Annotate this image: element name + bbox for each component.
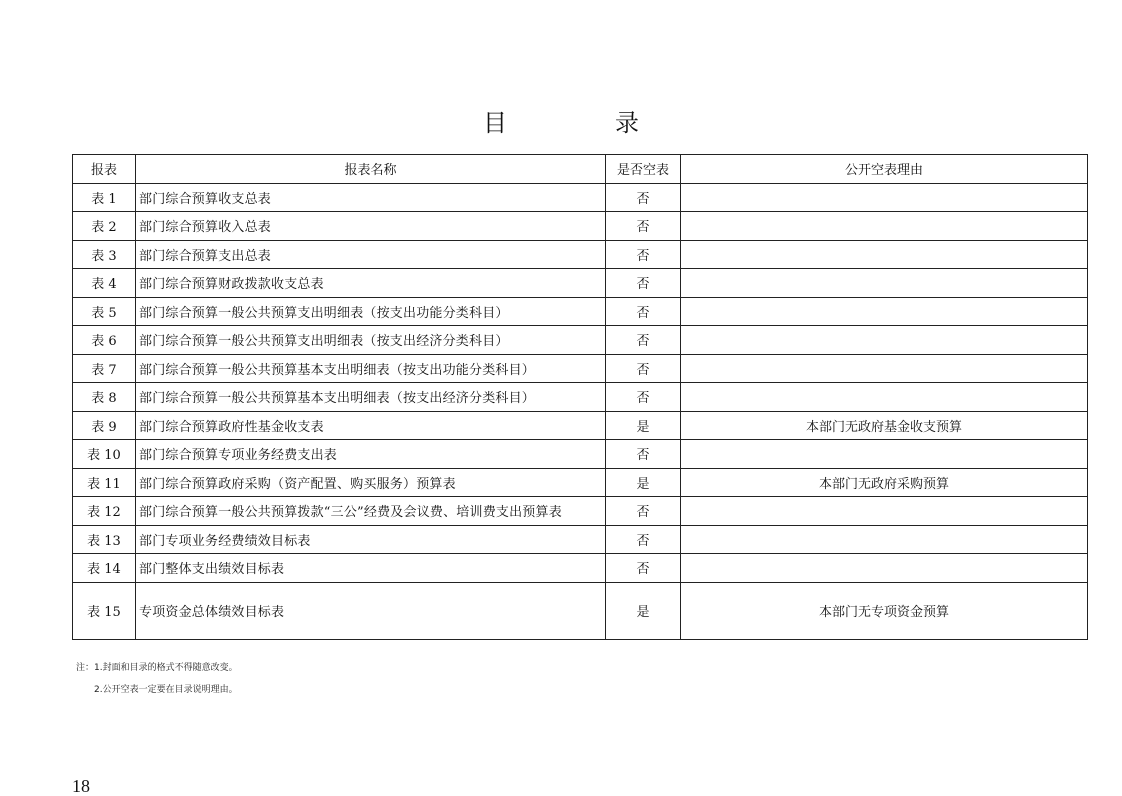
table-row (73, 525, 1088, 554)
report-no: 表 8 (73, 383, 136, 412)
is-empty-value: 否 (606, 212, 681, 241)
empty-reason (681, 269, 1088, 298)
header-is-empty: 是否空表 (606, 155, 681, 184)
empty-reason: 本部门无专项资金预算 (681, 582, 1088, 639)
report-no: 表 2 (73, 212, 136, 241)
report-no: 表 6 (73, 326, 136, 355)
is-empty-value: 是 (606, 411, 681, 440)
table-row (73, 383, 1088, 412)
report-name: 部门综合预算一般公共预算基本支出明细表（按支出功能分类科目） (136, 354, 606, 383)
report-name: 部门综合预算政府性基金收支表 (136, 411, 606, 440)
header-report-name: 报表名称 (136, 155, 606, 184)
footnotes (76, 657, 238, 701)
table-row (73, 554, 1088, 583)
report-no: 表 3 (73, 240, 136, 269)
report-name: 部门专项业务经费绩效目标表 (136, 525, 606, 554)
table-row (73, 582, 1088, 639)
table-row (73, 468, 1088, 497)
report-name: 部门综合预算专项业务经费支出表 (136, 440, 606, 469)
report-name: 部门综合预算政府采购（资产配置、购买服务）预算表 (136, 468, 606, 497)
empty-reason (681, 440, 1088, 469)
report-no: 表 10 (73, 440, 136, 469)
table-row (73, 326, 1088, 355)
empty-reason (681, 326, 1088, 355)
report-no: 表 7 (73, 354, 136, 383)
table-row (73, 297, 1088, 326)
is-empty-value: 否 (606, 383, 681, 412)
report-name: 部门综合预算一般公共预算支出明细表（按支出经济分类科目） (136, 326, 606, 355)
table-row (73, 240, 1088, 269)
report-name: 部门整体支出绩效目标表 (136, 554, 606, 583)
header-empty-reason: 公开空表理由 (681, 155, 1088, 184)
is-empty-value: 是 (606, 468, 681, 497)
report-no: 表 11 (73, 468, 136, 497)
empty-reason (681, 554, 1088, 583)
table-row (73, 354, 1088, 383)
table-row (73, 269, 1088, 298)
report-no: 表 15 (73, 582, 136, 639)
is-empty-value: 是 (606, 582, 681, 639)
report-no: 表 5 (73, 297, 136, 326)
table-row (73, 212, 1088, 241)
is-empty-value: 否 (606, 326, 681, 355)
report-no: 表 9 (73, 411, 136, 440)
report-name: 专项资金总体绩效目标表 (136, 582, 606, 639)
is-empty-value: 否 (606, 183, 681, 212)
table-row (73, 497, 1088, 526)
is-empty-value: 否 (606, 440, 681, 469)
report-no: 表 12 (73, 497, 136, 526)
is-empty-value: 否 (606, 240, 681, 269)
empty-reason (681, 383, 1088, 412)
is-empty-value: 否 (606, 497, 681, 526)
empty-reason (681, 497, 1088, 526)
empty-reason (681, 240, 1088, 269)
table-row (73, 440, 1088, 469)
report-name: 部门综合预算一般公共预算拨款“三公”经费及会议费、培训费支出预算表 (136, 497, 606, 526)
report-name: 部门综合预算一般公共预算基本支出明细表（按支出经济分类科目） (136, 383, 606, 412)
page-title: 目 录 (483, 109, 681, 137)
report-name: 部门综合预算收支总表 (136, 183, 606, 212)
is-empty-value: 否 (606, 297, 681, 326)
report-name: 部门综合预算收入总表 (136, 212, 606, 241)
report-name: 部门综合预算一般公共预算支出明细表（按支出功能分类科目） (136, 297, 606, 326)
empty-reason (681, 297, 1088, 326)
table-row (73, 183, 1088, 212)
report-name: 部门综合预算财政拨款收支总表 (136, 269, 606, 298)
header-report-no: 报表 (73, 155, 136, 184)
report-no: 表 13 (73, 525, 136, 554)
report-no: 表 14 (73, 554, 136, 583)
page-number: 18 (72, 776, 90, 796)
report-no: 表 4 (73, 269, 136, 298)
footnote-2: 2.公开空表一定要在目录说明理由。 (94, 685, 238, 695)
footnote-1: 注：1.封面和目录的格式不得随意改变。 (76, 663, 238, 673)
empty-reason: 本部门无政府基金收支预算 (681, 411, 1088, 440)
report-no: 表 1 (73, 183, 136, 212)
table-row (73, 411, 1088, 440)
report-name: 部门综合预算支出总表 (136, 240, 606, 269)
empty-reason (681, 525, 1088, 554)
is-empty-value: 否 (606, 525, 681, 554)
empty-reason: 本部门无政府采购预算 (681, 468, 1088, 497)
empty-reason (681, 183, 1088, 212)
is-empty-value: 否 (606, 354, 681, 383)
catalog-table (72, 154, 1088, 640)
is-empty-value: 否 (606, 269, 681, 298)
table-header-row (73, 155, 1088, 184)
empty-reason (681, 212, 1088, 241)
empty-reason (681, 354, 1088, 383)
is-empty-value: 否 (606, 554, 681, 583)
